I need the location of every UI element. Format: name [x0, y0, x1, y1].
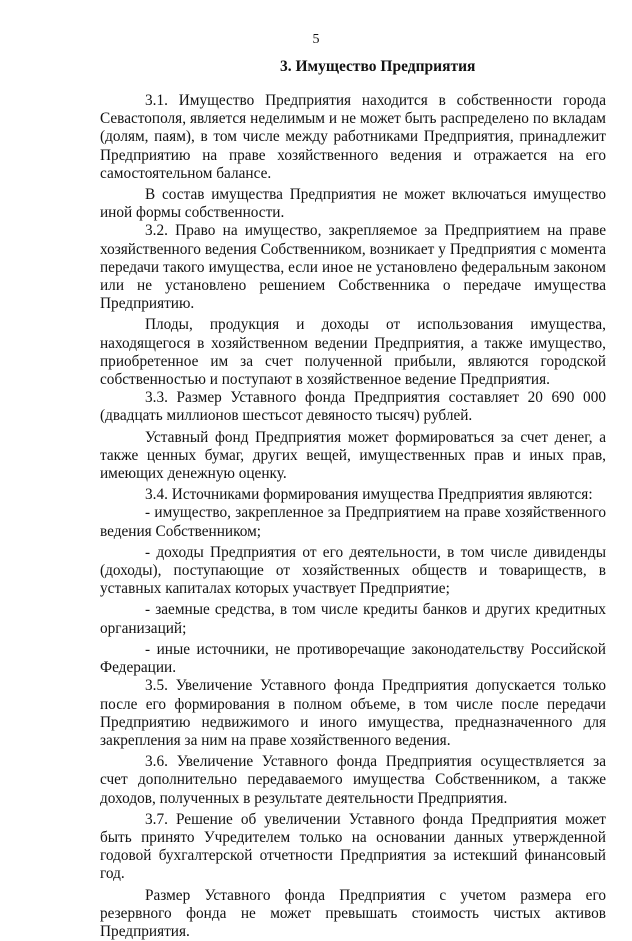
- list-item-source-loans: - заемные средства, в том числе кредиты банков и других кредитных организаций;: [100, 601, 606, 637]
- paragraph-fund-limit: Размер Уставного фонда Предприятия с учетом размера его резервного фонда не может превышать стоимость чистых активов Предприятия.: [100, 886, 606, 940]
- list-item-source-other: - иные источники, не противоречащие законодательству Российской Федерации.: [100, 640, 606, 677]
- paragraph-fruits-income: Плоды, продукция и доходы от использования имущества, находящегося в хозяйственном ведении Предприятия, а также имущество, приобретенное им за счет полученной прибыли, являются городской собственностью и поступают в хозяйственное ведение Предприятия.: [100, 316, 606, 389]
- section-title: 3. Имущество Предприятия: [280, 58, 476, 75]
- paragraph-charter-fund-formation: Уставный фонд Предприятия может формироваться за счет денег, а также ценных бумаг, других вещей, имущественных прав и иных прав, имеющих денежную оценку.: [100, 428, 606, 483]
- paragraph-3-4: 3.4. Источниками формирования имущества Предприятия являются:: [145, 486, 593, 504]
- paragraph-3-3: 3.3. Размер Уставного фонда Предприятия составляет 20 690 000 (двадцать миллионов шестьсот девяносто тысяч) рублей.: [100, 389, 606, 425]
- paragraph-3-2: 3.2. Право на имущество, закрепляемое за Предприятием на праве хозяйственного ведения Собственником, возникает у Предприятия с момента передачи такого имущества, если иное не установлено федеральным законом или не установлено решением Собственника о передаче имущества Предприятию.: [100, 222, 606, 313]
- list-item-source-income: - доходы Предприятия от его деятельности, в том числе дивиденды (доходы), поступающие от хозяйственных обществ и товариществ, в уставных капиталах которых участвует Предприятие;: [100, 543, 606, 598]
- paragraph-3-7: 3.7. Решение об увеличении Уставного фонда Предприятия может быть принято Учредителем только на основании данных утвержденной годовой бухгалтерской отчетности Предприятия за истекший финансовый год.: [100, 810, 606, 883]
- page-number: 5: [312, 32, 320, 47]
- list-item-source-property: - имущество, закрепленное за Предприятием на праве хозяйственного ведения Собственником;: [100, 504, 606, 540]
- paragraph-3-5: 3.5. Увеличение Уставного фонда Предприятия допускается только после его формирования в полном объеме, в том числе после передачи Предприятию недвижимого и иного имущества, предназначенного для закрепления за ним на праве хозяйственного ведения.: [100, 677, 606, 749]
- paragraph-3-1: 3.1. Имущество Предприятия находится в собственности города Севастополя, является неделимым и не может быть распределено по вкладам (долям, паям), в том числе между работниками Предприятия, принадлежит Предприятию на праве хозяйственного ведения и отражается на его самостоятельном балансе.: [100, 92, 606, 182]
- paragraph-3-6: 3.6. Увеличение Уставного фонда Предприятия осуществляется за счет дополнительно передаваемого имущества Собственником, а также доходов, полученных в результате деятельности Предприятия.: [100, 753, 606, 807]
- paragraph-property-forms: В состав имущества Предприятия не может включаться имущество иной формы собственности.: [100, 186, 606, 222]
- document-body: [100, 92, 606, 941]
